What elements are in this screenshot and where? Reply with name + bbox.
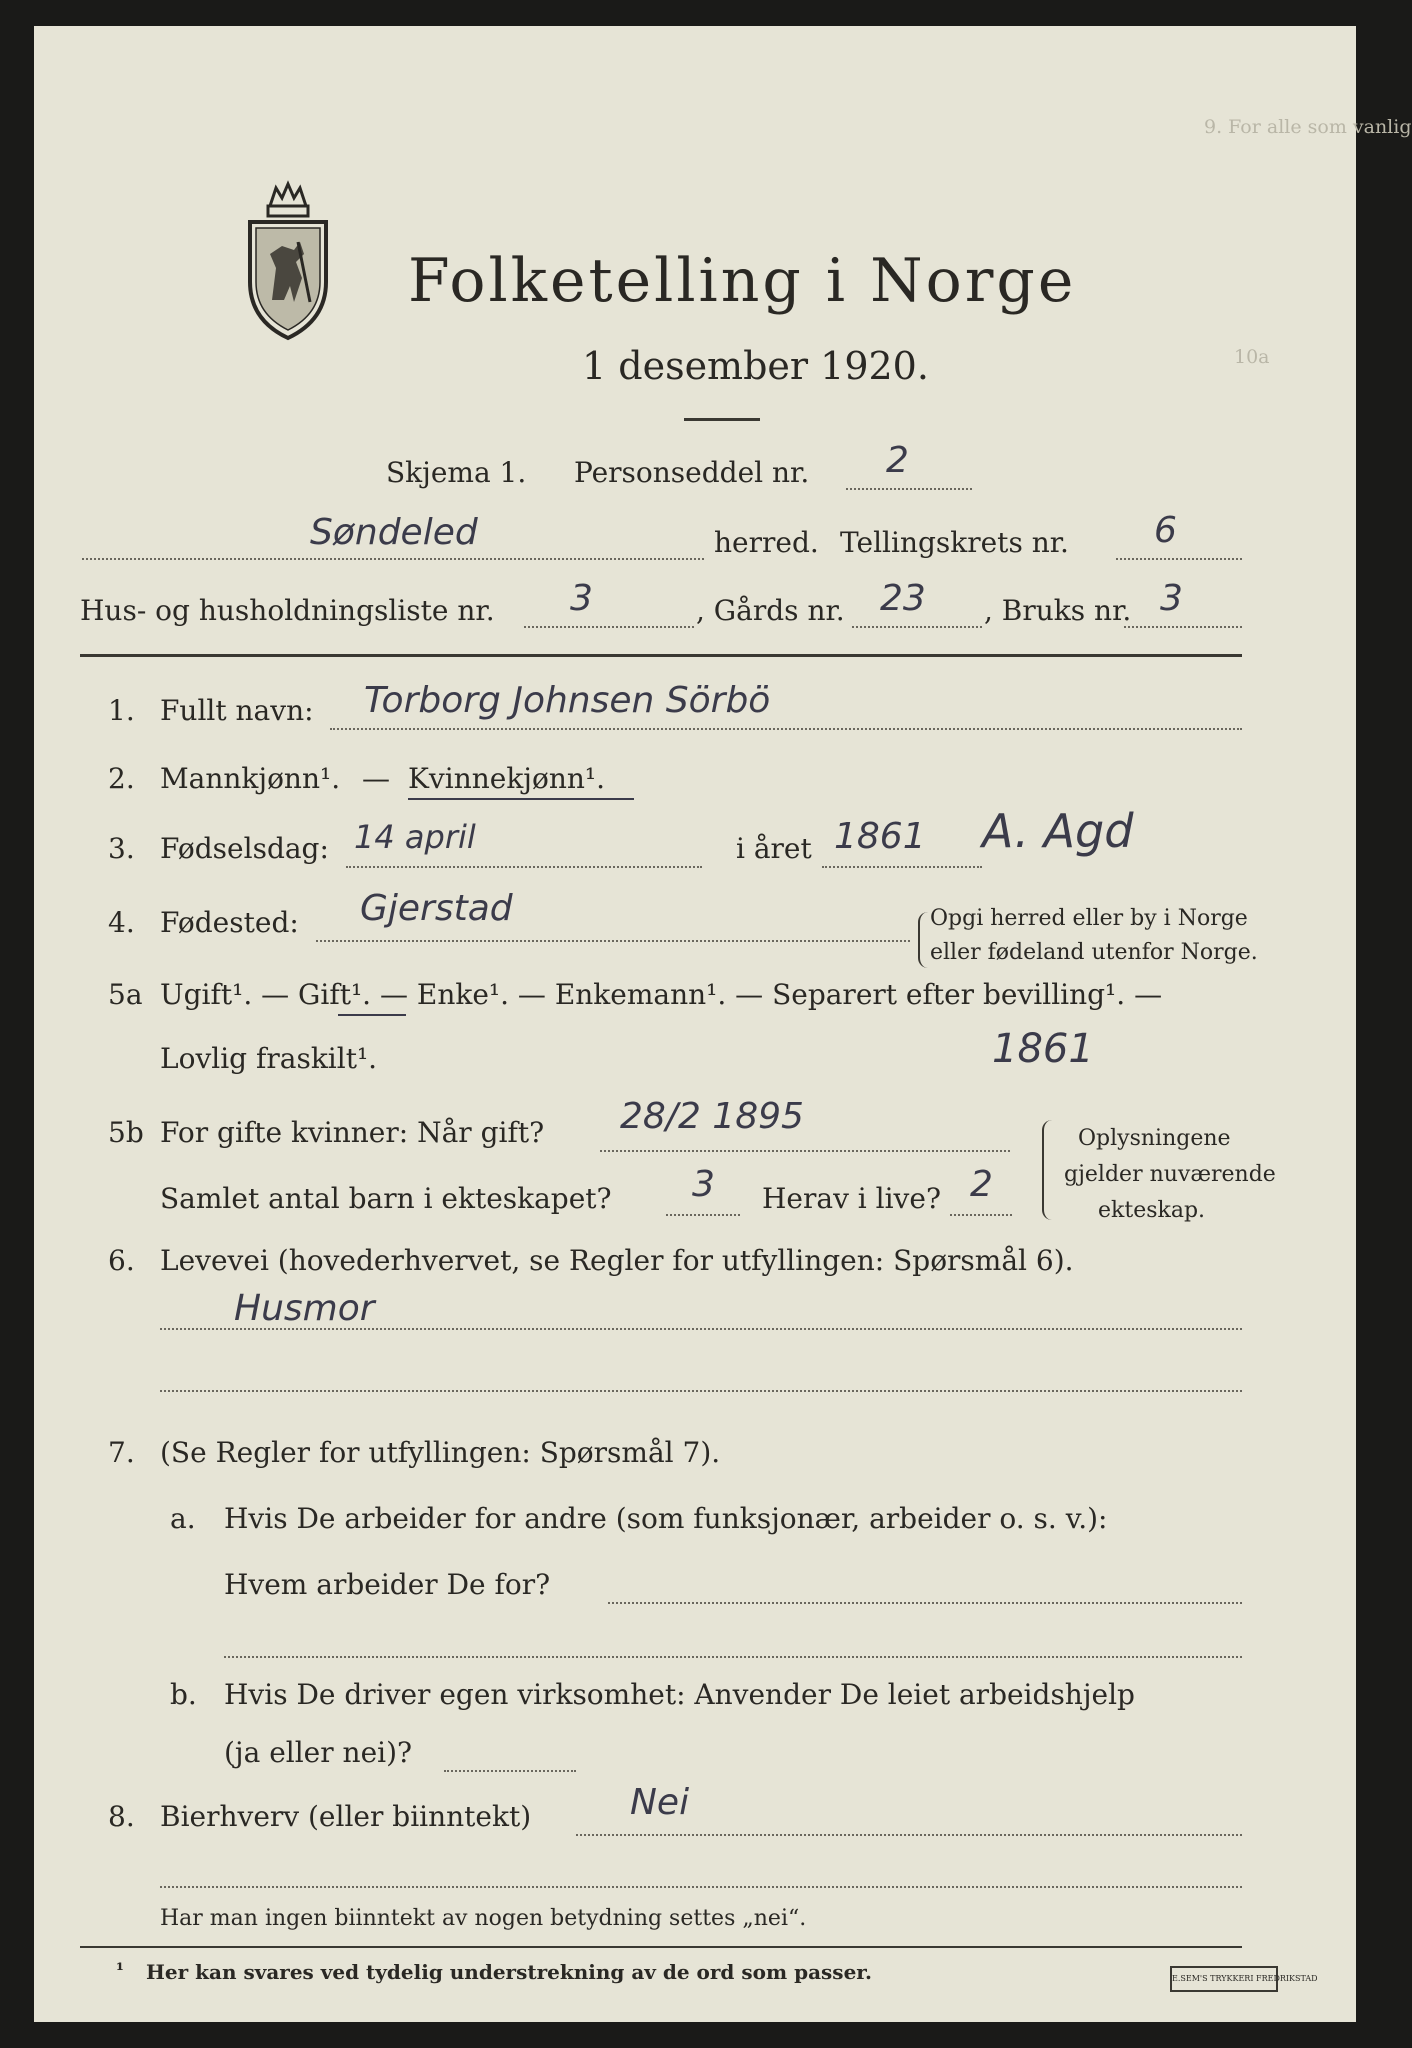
q7a-text: Hvis De arbeider for andre (som funksjonær, arbeider o. s. v.): (224, 1502, 1108, 1535)
q3-value: 14 april (354, 818, 476, 856)
q7a-question: Hvem arbeider De for? (224, 1568, 551, 1601)
q4-value: Gjerstad (360, 888, 513, 929)
husliste-line (524, 626, 694, 628)
q1-number: 1. (108, 694, 135, 727)
gards-label: , Gårds nr. (696, 594, 845, 627)
q5a-line2: Lovlig fraskilt¹. (160, 1042, 378, 1075)
q4-hint-line1: Opgi herred eller by i Norge (930, 906, 1248, 931)
q5a-number: 5a (108, 978, 143, 1011)
bruks-line (1124, 626, 1242, 628)
herred-line (82, 558, 704, 560)
form-title: Folketelling i Norge (408, 246, 1077, 316)
personseddel-value: 2 (886, 440, 909, 481)
q5b-children-value: 3 (692, 1164, 715, 1205)
q6-line2 (160, 1390, 1242, 1392)
personseddel-line (846, 488, 972, 490)
q8-value: Nei (630, 1782, 690, 1823)
q3-year-line (822, 866, 982, 868)
q2-dash: — (362, 762, 390, 795)
q1-label: Fullt navn: (160, 694, 314, 727)
tellingskrets-label: Tellingskrets nr. (840, 526, 1069, 559)
bruks-label: , Bruks nr. (984, 594, 1132, 627)
q5b-brace (1042, 1120, 1056, 1220)
q7b-question: (ja eller nei)? (224, 1736, 413, 1769)
q5b-note-line3: ekteskap. (1098, 1198, 1206, 1223)
q5b-alive-line (950, 1214, 1012, 1216)
q5a-handwritten-note: 1861 (992, 1026, 1094, 1072)
q7b-line (444, 1770, 576, 1772)
q6-line1 (160, 1328, 1242, 1330)
printer-stamp: E.SEM'S TRYKKERI FREDRIKSTAD (1170, 1966, 1278, 1992)
q2-female: Kvinnekjønn¹. (408, 762, 606, 795)
tellingskrets-line (1116, 558, 1242, 560)
q8-number: 8. (108, 1800, 135, 1833)
q3-number: 3. (108, 832, 135, 865)
gards-line (852, 626, 982, 628)
q5b-value: 28/2 1895 (620, 1096, 804, 1137)
q2-number: 2. (108, 762, 135, 795)
bleed-through-text: 9. For alle som vanlig (1204, 116, 1412, 138)
q3-line (346, 866, 702, 868)
schema-label: Skjema 1. (386, 456, 527, 489)
q5b-children-label: Samlet antal barn i ekteskapet? (160, 1182, 612, 1215)
q5b-alive-label: Herav i live? (762, 1182, 941, 1215)
q3-year-value: 1861 (834, 816, 926, 857)
personseddel-label: Personseddel nr. (574, 456, 810, 489)
q5b-note-line2: gjelder nuværende (1064, 1162, 1276, 1187)
q3-label: Fødselsdag: (160, 832, 329, 865)
q7a-letter: a. (170, 1502, 196, 1535)
gards-value: 23 (880, 578, 926, 619)
q4-brace (918, 912, 928, 968)
q3-year-label: i året (736, 832, 812, 865)
q4-number: 4. (108, 906, 135, 939)
q4-hint-line2: eller fødeland utenfor Norge. (930, 940, 1258, 965)
q6-label: Levevei (hovederhvervet, se Regler for utfyllingen: Spørsmål 6). (160, 1244, 1074, 1277)
herred-label: herred. (714, 526, 819, 559)
q7b-letter: b. (170, 1678, 197, 1711)
q2-female-underline (408, 798, 634, 800)
q6-number: 6. (108, 1244, 135, 1277)
footnote-text: Her kan svares ved tydelig understrekning av de ord som passer. (146, 1960, 872, 1984)
q5b-note-line1: Oplysningene (1078, 1126, 1231, 1151)
q5a-options: Ugift¹. — Gift¹. — Enke¹. — Enkemann¹. — Separert efter bevilling¹. — (160, 978, 1163, 1011)
bruks-value: 3 (1160, 578, 1183, 619)
q5a-gift-underline (338, 1014, 406, 1016)
q7b-text: Hvis De driver egen virksomhet: Anvender De leiet arbeidshjelp (224, 1678, 1135, 1711)
q8-line2 (160, 1886, 1242, 1888)
coat-of-arms-icon (242, 182, 334, 340)
herred-value: Søndeled (310, 512, 478, 553)
q5b-label: For gifte kvinner: Når gift? (160, 1116, 545, 1149)
q4-line (316, 940, 910, 942)
q1-line (330, 728, 1242, 730)
q7-label: (Se Regler for utfyllingen: Spørsmål 7). (160, 1436, 721, 1469)
husliste-label: Hus- og husholdningsliste nr. (80, 594, 495, 627)
q5b-children-line (666, 1214, 740, 1216)
footnote-mark: ¹ (116, 1960, 124, 1981)
title-divider (684, 418, 760, 421)
q7a-line1 (608, 1602, 1242, 1604)
bleed-through-text: 10a (1234, 346, 1270, 368)
q5b-line (600, 1150, 1010, 1152)
census-date: 1 desember 1920. (582, 344, 929, 388)
q3-handwritten-note: A. Agd (982, 804, 1134, 858)
footer-note: Har man ingen biinntekt av nogen betydning settes „nei“. (160, 1906, 807, 1931)
q6-value: Husmor (234, 1288, 375, 1329)
tellingskrets-value: 6 (1154, 510, 1177, 551)
q8-line (576, 1834, 1242, 1836)
footer-rule (80, 1946, 1242, 1948)
q7a-line2 (224, 1656, 1242, 1658)
q5b-alive-value: 2 (970, 1164, 993, 1205)
husliste-value: 3 (570, 578, 593, 619)
q1-value: Torborg Johnsen Sörbö (364, 680, 771, 721)
header-rule (80, 654, 1242, 657)
q4-label: Fødested: (160, 906, 299, 939)
q8-label: Bierhverv (eller biinntekt) (160, 1800, 532, 1833)
q7-number: 7. (108, 1436, 135, 1469)
q2-male: Mannkjønn¹. (160, 762, 341, 795)
q5b-number: 5b (108, 1116, 144, 1149)
census-form (34, 26, 1412, 2022)
